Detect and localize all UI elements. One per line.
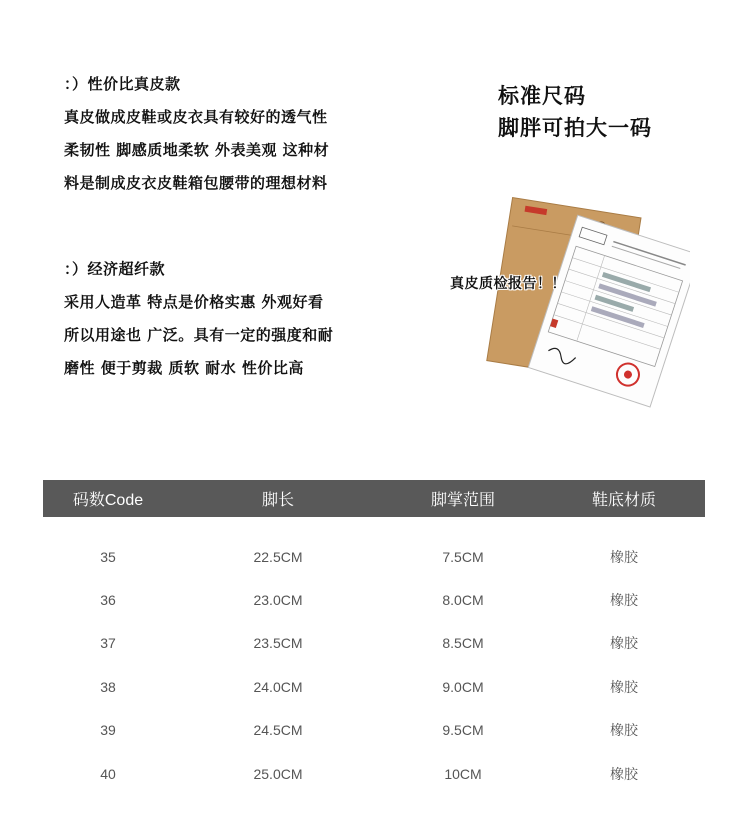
cell-foot-width: 8.0CM — [442, 592, 484, 609]
table-row — [43, 578, 705, 621]
product-description — [64, 68, 404, 385]
cell-foot-length: 24.0CM — [253, 678, 303, 695]
header-foot-width-range: 脚掌范围 — [430, 492, 495, 509]
quality-report-image — [440, 195, 690, 410]
cell-sole-material: 橡胶 — [610, 548, 638, 565]
cell-foot-length: 22.5CM — [253, 548, 303, 565]
microfiber-section — [64, 253, 404, 385]
table-row — [43, 709, 705, 752]
size-note-line: 标准尺码 — [498, 84, 586, 108]
size-chart-table — [43, 480, 705, 795]
size-note-line: 脚胖可拍大一码 — [498, 116, 652, 140]
genuine-leather-section — [64, 68, 404, 200]
cell-sole-material: 橡胶 — [610, 592, 638, 609]
header-foot-length: 脚长 — [261, 492, 294, 509]
cell-sole-material: 橡胶 — [610, 722, 638, 739]
cell-foot-length: 23.5CM — [253, 635, 303, 652]
genuine-leather-text: 柔韧性 脚感质地柔软 外表美观 这种材 — [64, 141, 330, 159]
cell-foot-width: 10CM — [444, 765, 482, 782]
microfiber-heading: ：）经济超纤款 — [64, 260, 166, 278]
cell-size: 39 — [100, 722, 116, 739]
size-recommendation — [498, 80, 652, 144]
cell-foot-width: 7.5CM — [442, 548, 484, 565]
microfiber-text: 采用人造革 特点是价格实惠 外观好看 — [64, 293, 324, 311]
size-chart-header-row — [43, 480, 705, 517]
header-size-code: 码数Code — [72, 492, 144, 509]
table-row — [43, 535, 705, 578]
genuine-leather-text: 料是制成皮衣皮鞋箱包腰带的理想材料 — [64, 174, 328, 192]
table-row — [43, 752, 705, 795]
genuine-leather-text: 真皮做成皮鞋或皮衣具有较好的透气性 — [64, 108, 328, 126]
cell-foot-width: 9.0CM — [442, 678, 484, 695]
report-caption: 真皮质检报告！！ — [450, 276, 566, 292]
size-chart-body — [43, 517, 705, 795]
microfiber-text: 所以用途也 广泛。具有一定的强度和耐 — [64, 326, 334, 344]
genuine-leather-heading: ：）性价比真皮款 — [64, 75, 181, 93]
cell-size: 37 — [100, 635, 116, 652]
cell-sole-material: 橡胶 — [610, 678, 638, 695]
cell-size: 36 — [100, 592, 116, 609]
table-row — [43, 622, 705, 665]
cell-foot-width: 9.5CM — [442, 722, 484, 739]
cell-size: 40 — [100, 765, 116, 782]
cell-size: 35 — [100, 548, 116, 565]
cell-sole-material: 橡胶 — [610, 635, 638, 652]
table-row — [43, 665, 705, 708]
cell-sole-material: 橡胶 — [610, 765, 638, 782]
cell-size: 38 — [100, 678, 116, 695]
cell-foot-length: 25.0CM — [253, 765, 303, 782]
header-sole-material: 鞋底材质 — [591, 492, 656, 509]
microfiber-text: 磨性 便于剪裁 质软 耐水 性价比高 — [64, 359, 304, 377]
cell-foot-length: 23.0CM — [253, 592, 303, 609]
cell-foot-width: 8.5CM — [442, 635, 484, 652]
cell-foot-length: 24.5CM — [253, 722, 303, 739]
report-document-illustration — [440, 195, 690, 410]
